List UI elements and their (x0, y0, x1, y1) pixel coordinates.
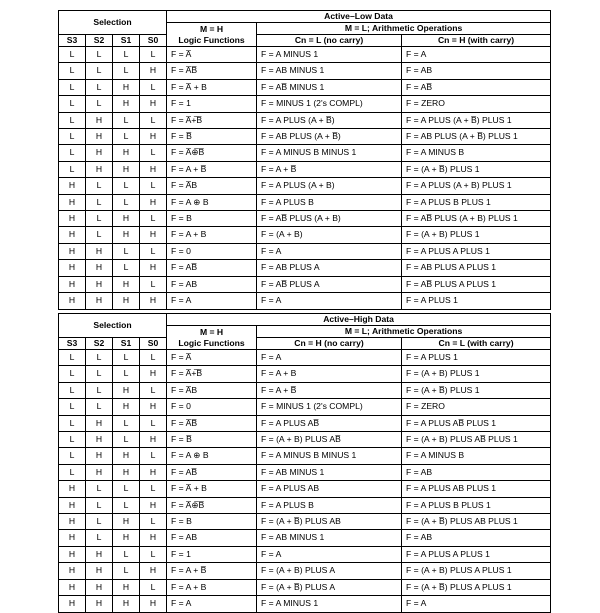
s1-value: H (113, 96, 140, 112)
s3-value: L (59, 96, 86, 112)
s1-value: H (113, 579, 140, 595)
logic-function-cell: F = A̅B̅ (167, 415, 257, 431)
s3-value: H (59, 194, 86, 210)
s3-value: L (59, 382, 86, 398)
s1-value: L (113, 366, 140, 382)
s3-value: H (59, 546, 86, 562)
s0-value: L (140, 178, 167, 194)
s3-value: H (59, 579, 86, 595)
s0-value: H (140, 464, 167, 480)
s2-value: H (86, 145, 113, 161)
with-carry-cell: F = (A + B̅) PLUS 1 (402, 161, 551, 177)
no-carry-header: Cn = H (no carry) (257, 338, 402, 350)
with-carry-cell: F = AB̅ (402, 79, 551, 95)
s3-value: H (59, 243, 86, 259)
s2-value: L (86, 47, 113, 63)
no-carry-cell: F = AB MINUS 1 (257, 63, 402, 79)
with-carry-cell: F = (A + B) PLUS 1 (402, 366, 551, 382)
s2-value: L (86, 481, 113, 497)
s2-value: L (86, 382, 113, 398)
logic-function-cell: F = A + B̅ (167, 563, 257, 579)
s2-header: S2 (86, 338, 113, 350)
no-carry-cell: F = A + B̅ (257, 161, 402, 177)
no-carry-cell: F = AB̅ MINUS 1 (257, 79, 402, 95)
with-carry-cell: F = A PLUS B PLUS 1 (402, 194, 551, 210)
with-carry-cell: F = AB PLUS A PLUS 1 (402, 260, 551, 276)
s1-value: L (113, 481, 140, 497)
no-carry-cell: F = A PLUS (A + B) (257, 178, 402, 194)
table-row (59, 293, 551, 309)
s2-value: L (86, 96, 113, 112)
table-row (59, 464, 551, 480)
table-row (59, 497, 551, 513)
logic-function-cell: F = B̅ (167, 432, 257, 448)
logic-function-cell: F = 1 (167, 96, 257, 112)
logic-function-cell: F = AB̅ (167, 260, 257, 276)
s1-value: H (113, 276, 140, 292)
logic-function-cell: F = A ⊕ B (167, 194, 257, 210)
s3-header: S3 (59, 338, 86, 350)
table-row (59, 129, 551, 145)
no-carry-cell: F = A MINUS B MINUS 1 (257, 448, 402, 464)
no-carry-cell: F = (A + B̅) PLUS A (257, 579, 402, 595)
s3-value: L (59, 47, 86, 63)
s3-value: H (59, 293, 86, 309)
s2-value: H (86, 596, 113, 612)
logic-function-cell: F = AB (167, 530, 257, 546)
s1-value: H (113, 211, 140, 227)
s0-value: L (140, 145, 167, 161)
s2-value: L (86, 497, 113, 513)
with-carry-cell: F = A MINUS B (402, 145, 551, 161)
s3-value: H (59, 481, 86, 497)
logic-function-cell: F = A + B (167, 227, 257, 243)
logic-function-cell: F = A̅⊕̅B̅ (167, 145, 257, 161)
table-row (59, 211, 551, 227)
table-row (59, 530, 551, 546)
with-carry-cell: F = (A + B̅) PLUS AB PLUS 1 (402, 514, 551, 530)
s0-value: L (140, 79, 167, 95)
s0-value: L (140, 514, 167, 530)
s3-value: L (59, 366, 86, 382)
no-carry-cell: F = A PLUS AB̅ (257, 415, 402, 431)
with-carry-cell: F = ZERO (402, 96, 551, 112)
logic-function-cell: F = 1 (167, 546, 257, 562)
s1-value: L (113, 546, 140, 562)
table-row (59, 260, 551, 276)
table-row (59, 415, 551, 431)
s3-value: L (59, 464, 86, 480)
s2-value: L (86, 178, 113, 194)
table-row (59, 178, 551, 194)
s2-value: L (86, 399, 113, 415)
s1-value: L (113, 178, 140, 194)
no-carry-cell: F = A (257, 293, 402, 309)
s2-value: H (86, 243, 113, 259)
table-row (59, 276, 551, 292)
with-carry-cell: F = A PLUS (A + B) PLUS 1 (402, 178, 551, 194)
s1-value: H (113, 448, 140, 464)
logic-function-cell: F = A ⊕ B (167, 448, 257, 464)
no-carry-cell: F = A MINUS 1 (257, 47, 402, 63)
table-row (59, 399, 551, 415)
s2-value: H (86, 546, 113, 562)
table-row (59, 47, 551, 63)
s3-value: L (59, 432, 86, 448)
logic-function-cell: F = A (167, 293, 257, 309)
s1-value: H (113, 382, 140, 398)
table-body (59, 47, 551, 310)
logic-function-cell: F = A (167, 596, 257, 612)
no-carry-cell: F = A PLUS B (257, 194, 402, 210)
with-carry-cell: F = AB (402, 464, 551, 480)
selection-header: Selection (59, 11, 167, 35)
s2-value: H (86, 161, 113, 177)
s2-value: L (86, 211, 113, 227)
s0-value: L (140, 47, 167, 63)
arithmetic-operations-header: M = L; Arithmetic Operations (257, 326, 551, 338)
s2-value: L (86, 514, 113, 530)
with-carry-cell: F = A PLUS (A + B̅) PLUS 1 (402, 112, 551, 128)
s0-value: H (140, 63, 167, 79)
table-row (59, 194, 551, 210)
table-row (59, 382, 551, 398)
s2-value: H (86, 112, 113, 128)
table-row (59, 596, 551, 612)
no-carry-cell: F = A PLUS (A + B̅) (257, 112, 402, 128)
s0-value: L (140, 546, 167, 562)
with-carry-cell: F = AB (402, 530, 551, 546)
with-carry-cell: F = AB̅ PLUS (A + B) PLUS 1 (402, 211, 551, 227)
s0-value: L (140, 211, 167, 227)
with-carry-cell: F = A MINUS B (402, 448, 551, 464)
with-carry-cell: F = A PLUS AB PLUS 1 (402, 481, 551, 497)
s1-value: L (113, 260, 140, 276)
s2-value: H (86, 415, 113, 431)
mode-high-label: M = H (199, 326, 224, 337)
logic-function-cell: F = A + B̅ (167, 161, 257, 177)
table-row (59, 350, 551, 366)
no-carry-cell: F = A (257, 350, 402, 366)
s3-value: H (59, 260, 86, 276)
no-carry-cell: F = AB PLUS (A + B̅) (257, 129, 402, 145)
s3-value: L (59, 129, 86, 145)
logic-function-cell: F = A̅B̅ (167, 63, 257, 79)
s0-value: H (140, 227, 167, 243)
s0-value: H (140, 563, 167, 579)
no-carry-cell: F = AB̅ PLUS A (257, 276, 402, 292)
no-carry-cell: F = A MINUS B MINUS 1 (257, 145, 402, 161)
s3-value: H (59, 211, 86, 227)
no-carry-cell: F = (A + B) PLUS AB̅ (257, 432, 402, 448)
no-carry-cell: F = AB MINUS 1 (257, 530, 402, 546)
no-carry-cell: F = A + B (257, 366, 402, 382)
s1-value: L (113, 563, 140, 579)
s0-value: H (140, 194, 167, 210)
logic-function-cell: F = A̅ (167, 350, 257, 366)
s1-value: L (113, 497, 140, 513)
no-carry-cell: F = AB̅ PLUS (A + B) (257, 211, 402, 227)
s0-value: L (140, 481, 167, 497)
with-carry-cell: F = AB̅ PLUS A PLUS 1 (402, 276, 551, 292)
s2-value: H (86, 464, 113, 480)
s3-header: S3 (59, 35, 86, 47)
s0-value: L (140, 448, 167, 464)
s0-value: H (140, 293, 167, 309)
s2-value: H (86, 579, 113, 595)
s1-value: H (113, 596, 140, 612)
no-carry-cell: F = A (257, 546, 402, 562)
s0-value: H (140, 366, 167, 382)
s2-value: L (86, 227, 113, 243)
no-carry-cell: F = A (257, 243, 402, 259)
table-body (59, 350, 551, 613)
s3-value: L (59, 112, 86, 128)
table-row (59, 112, 551, 128)
s2-value: H (86, 293, 113, 309)
with-carry-cell: F = (A + B) PLUS AB̅ PLUS 1 (402, 432, 551, 448)
logic-function-cell: F = A̅ + B (167, 79, 257, 95)
table-row (59, 366, 551, 382)
s1-value: L (113, 350, 140, 366)
s0-value: L (140, 415, 167, 431)
table-title: Active–Low Data (167, 11, 551, 23)
s1-value: H (113, 399, 140, 415)
s3-value: L (59, 415, 86, 431)
s0-value: L (140, 350, 167, 366)
with-carry-cell: F = (A + B̅) PLUS 1 (402, 382, 551, 398)
table-row (59, 448, 551, 464)
s2-value: H (86, 276, 113, 292)
s1-value: H (113, 145, 140, 161)
logic-function-cell: F = B̅ (167, 129, 257, 145)
with-carry-cell: F = A PLUS 1 (402, 293, 551, 309)
s0-value: L (140, 382, 167, 398)
s3-value: H (59, 497, 86, 513)
s3-value: H (59, 178, 86, 194)
with-carry-header: Cn = L (with carry) (402, 338, 551, 350)
s2-value: L (86, 63, 113, 79)
s0-value: L (140, 579, 167, 595)
no-carry-cell: F = A + B̅ (257, 382, 402, 398)
mode-high-label: M = H (199, 23, 224, 34)
s0-value: H (140, 530, 167, 546)
s0-value: H (140, 596, 167, 612)
s3-value: L (59, 448, 86, 464)
s0-value: L (140, 112, 167, 128)
s1-value: L (113, 243, 140, 259)
s1-value: H (113, 464, 140, 480)
no-carry-cell: F = (A + B) (257, 227, 402, 243)
no-carry-cell: F = A PLUS AB (257, 481, 402, 497)
s0-value: L (140, 276, 167, 292)
logic-functions-label: Logic Functions (178, 34, 245, 45)
no-carry-cell: F = AB PLUS A (257, 260, 402, 276)
active-low-function-table (58, 10, 551, 310)
table-row (59, 79, 551, 95)
s1-value: L (113, 63, 140, 79)
s0-value: H (140, 96, 167, 112)
s3-value: L (59, 399, 86, 415)
s0-header: S0 (140, 338, 167, 350)
s3-value: L (59, 79, 86, 95)
logic-function-cell: F = 0 (167, 399, 257, 415)
with-carry-cell: F = A PLUS A PLUS 1 (402, 546, 551, 562)
no-carry-cell: F = (A + B̅) PLUS AB (257, 514, 402, 530)
table-row (59, 161, 551, 177)
s2-value: H (86, 432, 113, 448)
s1-value: L (113, 129, 140, 145)
s3-value: L (59, 63, 86, 79)
table-title: Active–High Data (167, 314, 551, 326)
logic-function-cell: F = AB (167, 276, 257, 292)
s3-value: H (59, 563, 86, 579)
arithmetic-operations-header: M = L; Arithmetic Operations (257, 23, 551, 35)
table-row (59, 63, 551, 79)
table-row (59, 243, 551, 259)
table-row (59, 145, 551, 161)
logic-function-cell: F = A̅+̅B̅ (167, 366, 257, 382)
with-carry-cell: F = ZERO (402, 399, 551, 415)
s1-value: L (113, 415, 140, 431)
s3-value: H (59, 514, 86, 530)
s1-value: L (113, 112, 140, 128)
s2-value: H (86, 129, 113, 145)
s3-value: L (59, 145, 86, 161)
s1-value: H (113, 161, 140, 177)
s1-value: H (113, 79, 140, 95)
s2-value: L (86, 530, 113, 546)
s3-value: H (59, 276, 86, 292)
s1-value: L (113, 432, 140, 448)
table-row (59, 563, 551, 579)
s2-value: L (86, 350, 113, 366)
active-high-function-table (58, 313, 551, 613)
s1-value: H (113, 530, 140, 546)
with-carry-cell: F = AB (402, 63, 551, 79)
s0-value: L (140, 243, 167, 259)
table-row (59, 432, 551, 448)
s2-value: H (86, 563, 113, 579)
with-carry-cell: F = A (402, 47, 551, 63)
table-row (59, 546, 551, 562)
with-carry-cell: F = A PLUS 1 (402, 350, 551, 366)
no-carry-cell: F = (A + B) PLUS A (257, 563, 402, 579)
s2-value: H (86, 448, 113, 464)
with-carry-cell: F = A (402, 596, 551, 612)
logic-function-cell: F = A̅⊕̅B̅ (167, 497, 257, 513)
s1-value: H (113, 227, 140, 243)
table-row (59, 579, 551, 595)
with-carry-cell: F = A PLUS AB̅ PLUS 1 (402, 415, 551, 431)
s0-value: H (140, 399, 167, 415)
s1-value: L (113, 194, 140, 210)
s1-value: H (113, 514, 140, 530)
no-carry-cell: F = MINUS 1 (2's COMPL) (257, 96, 402, 112)
logic-function-cell: F = B (167, 514, 257, 530)
s2-value: L (86, 366, 113, 382)
s1-value: H (113, 293, 140, 309)
s3-value: L (59, 161, 86, 177)
s1-header: S1 (113, 338, 140, 350)
no-carry-cell: F = A PLUS B (257, 497, 402, 513)
s3-value: H (59, 530, 86, 546)
logic-function-cell: F = A̅ + B (167, 481, 257, 497)
with-carry-cell: F = AB PLUS (A + B̅) PLUS 1 (402, 129, 551, 145)
with-carry-cell: F = (A + B) PLUS A PLUS 1 (402, 563, 551, 579)
logic-functions-header (167, 326, 257, 350)
s1-header: S1 (113, 35, 140, 47)
s3-value: H (59, 227, 86, 243)
with-carry-cell: F = A PLUS B PLUS 1 (402, 497, 551, 513)
no-carry-cell: F = A MINUS 1 (257, 596, 402, 612)
no-carry-cell: F = MINUS 1 (2's COMPL) (257, 399, 402, 415)
s3-value: L (59, 350, 86, 366)
s0-value: H (140, 161, 167, 177)
s0-value: H (140, 260, 167, 276)
table-row (59, 514, 551, 530)
s2-value: L (86, 79, 113, 95)
logic-function-cell: F = B (167, 211, 257, 227)
with-carry-cell: F = A PLUS A PLUS 1 (402, 243, 551, 259)
s2-header: S2 (86, 35, 113, 47)
logic-function-cell: F = AB̅ (167, 464, 257, 480)
logic-function-cell: F = A + B (167, 579, 257, 595)
table-row (59, 96, 551, 112)
s0-value: H (140, 129, 167, 145)
logic-functions-label: Logic Functions (178, 337, 245, 348)
logic-functions-header (167, 23, 257, 47)
s2-value: H (86, 260, 113, 276)
s0-value: H (140, 497, 167, 513)
with-carry-cell: F = (A + B̅) PLUS A PLUS 1 (402, 579, 551, 595)
no-carry-header: Cn = L (no carry) (257, 35, 402, 47)
with-carry-cell: F = (A + B) PLUS 1 (402, 227, 551, 243)
with-carry-header: Cn = H (with carry) (402, 35, 551, 47)
s0-header: S0 (140, 35, 167, 47)
logic-function-cell: F = A̅ (167, 47, 257, 63)
s2-value: L (86, 194, 113, 210)
logic-function-cell: F = A̅B (167, 382, 257, 398)
no-carry-cell: F = AB MINUS 1 (257, 464, 402, 480)
s0-value: H (140, 432, 167, 448)
s1-value: L (113, 47, 140, 63)
table-row (59, 227, 551, 243)
table-row (59, 481, 551, 497)
selection-header: Selection (59, 314, 167, 338)
logic-function-cell: F = A̅B (167, 178, 257, 194)
s3-value: H (59, 596, 86, 612)
logic-function-cell: F = A̅+̅B̅ (167, 112, 257, 128)
logic-function-cell: F = 0 (167, 243, 257, 259)
